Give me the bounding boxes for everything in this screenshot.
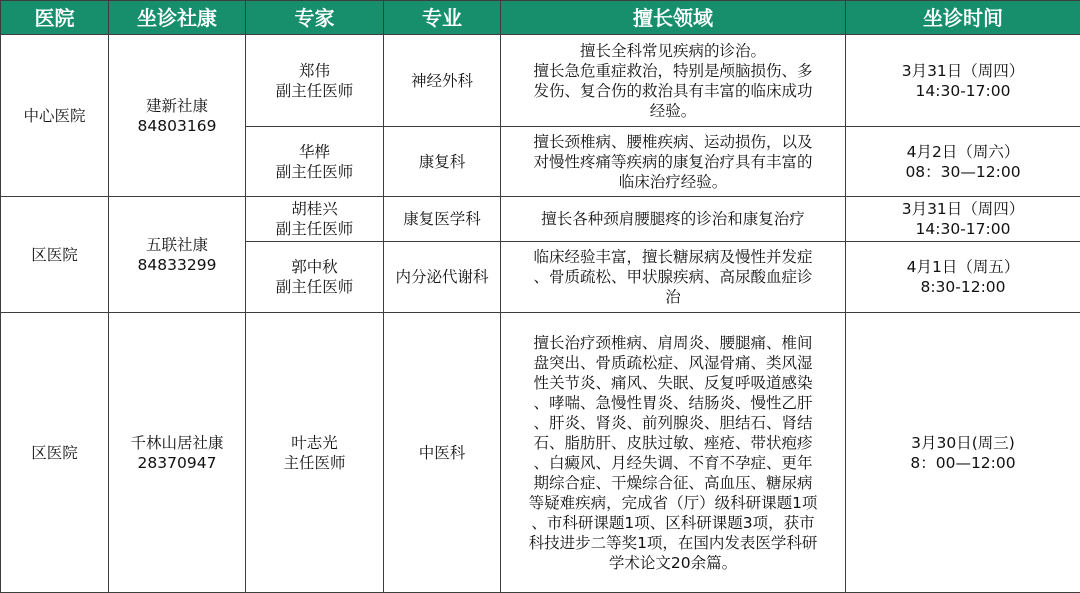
expertise-line: 等疑难疾病，完成省（厅）级科研课题1项 (528, 493, 818, 512)
expertise-cell (501, 197, 846, 242)
expert-cell (246, 127, 384, 197)
clinic-hours: 08：30—12:00 (905, 162, 1021, 181)
clinic-hours: 8:30-12:00 (920, 278, 1006, 296)
hospital-cell: 区医院 (1, 313, 109, 593)
expertise-line: 、哮喘、急慢性胃炎、结肠炎、慢性乙肝 (533, 393, 813, 412)
expertise-line: 擅长颈椎病、腰椎疾病、运动损伤，以及 (533, 132, 813, 151)
table-row (1, 197, 1080, 242)
header-community: 坐诊社康 (109, 1, 246, 35)
time-cell (846, 197, 1080, 242)
expertise-line: 学术论文20余篇。 (608, 553, 738, 572)
hospital-cell: 中心医院 (1, 35, 109, 197)
expert-title: 主任医师 (283, 453, 346, 472)
expertise-line: 擅长全科常见疾病的诊治。 (579, 41, 766, 60)
clinic-hours: 8：00—12:00 (910, 453, 1016, 472)
header-time: 坐诊时间 (846, 1, 1080, 35)
expertise-line: 盘突出、骨质疏松症、风湿骨痛、类风湿 (533, 353, 813, 372)
expertise-line: 经验。 (649, 101, 697, 120)
clinic-hours: 14:30-17:00 (915, 220, 1011, 238)
community-name: 五联社康 (145, 235, 208, 254)
expert-name: 郭中秋 (291, 258, 338, 276)
clinic-date: 4月1日（周五） (906, 258, 1020, 276)
time-cell (846, 127, 1080, 197)
community-cell (109, 197, 246, 313)
community-phone: 28370947 (137, 453, 217, 472)
clinic-date: 3月31日（周四） (901, 200, 1025, 218)
expertise-line: 性关节炎、痛风、失眠、反复呼吸道感染 (533, 373, 813, 392)
table-row (1, 35, 1080, 127)
clinic-date: 4月2日（周六） (906, 142, 1020, 161)
expert-name: 胡桂兴 (291, 200, 338, 218)
community-phone: 84803169 (137, 116, 217, 135)
expert-cell (246, 313, 384, 593)
community-name: 建新社康 (145, 96, 208, 115)
expert-title: 副主任医师 (275, 278, 354, 296)
header-expertise: 擅长领域 (501, 1, 846, 35)
expertise-line: 对慢性疼痛等疾病的康复治疗具有丰富的 (533, 152, 813, 171)
clinic-hours: 14:30-17:00 (915, 81, 1011, 100)
expertise-line: 擅长急危重症救治，特别是颅脑损伤、多 (533, 61, 813, 80)
time-cell (846, 35, 1080, 127)
expert-cell (246, 35, 384, 127)
expert-cell (246, 197, 384, 242)
expert-name: 郑伟 (298, 61, 330, 80)
expert-name: 叶志光 (291, 433, 338, 452)
expertise-line: 、白癜风、月经失调、不育不孕症、更年 (533, 453, 813, 472)
expertise-line: 擅长治疗颈椎病、肩周炎、腰腿痛、椎间 (533, 333, 813, 352)
expertise-cell (501, 127, 846, 197)
expert-name: 华桦 (298, 142, 330, 161)
expertise-line: 期综合症、干燥综合征、高血压、糖尿病 (533, 473, 813, 492)
expert-title: 副主任医师 (275, 81, 354, 100)
hospital-cell: 区医院 (1, 197, 109, 313)
expertise-line: 、骨质疏松、甲状腺疾病、高尿酸血症诊 (533, 268, 813, 286)
expertise-cell (501, 313, 846, 593)
header-row (1, 1, 1080, 35)
header-hospital: 医院 (1, 1, 109, 35)
specialty-cell: 内分泌代谢科 (384, 242, 501, 313)
community-phone: 84833299 (137, 255, 217, 274)
expert-title: 副主任医师 (275, 162, 354, 181)
expertise-cell (501, 242, 846, 313)
expertise-cell (501, 35, 846, 127)
expertise-line: 擅长各种颈肩腰腿疼的诊治和康复治疗 (541, 210, 805, 228)
header-expert: 专家 (246, 1, 384, 35)
community-cell (109, 35, 246, 197)
expertise-line: 临床治疗经验。 (618, 172, 728, 191)
specialty-cell: 中医科 (384, 313, 501, 593)
expertise-line: 、肝炎、肾炎、前列腺炎、胆结石、肾结 (533, 413, 813, 432)
expertise-line: 、市科研课题1项、区科研课题3项，获市 (531, 513, 815, 532)
expert-title: 副主任医师 (275, 220, 354, 238)
expert-cell (246, 242, 384, 313)
expertise-line: 治 (665, 288, 681, 306)
expertise-line: 石、脂肪肝、皮肤过敏、痤疮、带状疱疹 (533, 433, 813, 452)
time-cell (846, 313, 1080, 593)
clinic-date: 3月30日(周三) (911, 433, 1015, 452)
expertise-line: 发伤、复合伤的救治具有丰富的临床成功 (533, 81, 813, 100)
specialty-cell: 神经外科 (384, 35, 501, 127)
expertise-line: 临床经验丰富，擅长糖尿病及慢性并发症 (533, 248, 813, 266)
community-cell (109, 313, 246, 593)
header-specialty: 专业 (384, 1, 501, 35)
specialty-cell: 康复医学科 (384, 197, 501, 242)
specialty-cell: 康复科 (384, 127, 501, 197)
community-name: 千林山居社康 (130, 433, 224, 452)
time-cell (846, 242, 1080, 313)
clinic-date: 3月31日（周四） (901, 61, 1025, 80)
expertise-line: 科技进步二等奖1项，在国内发表医学科研 (528, 533, 818, 552)
table-row (1, 313, 1080, 593)
